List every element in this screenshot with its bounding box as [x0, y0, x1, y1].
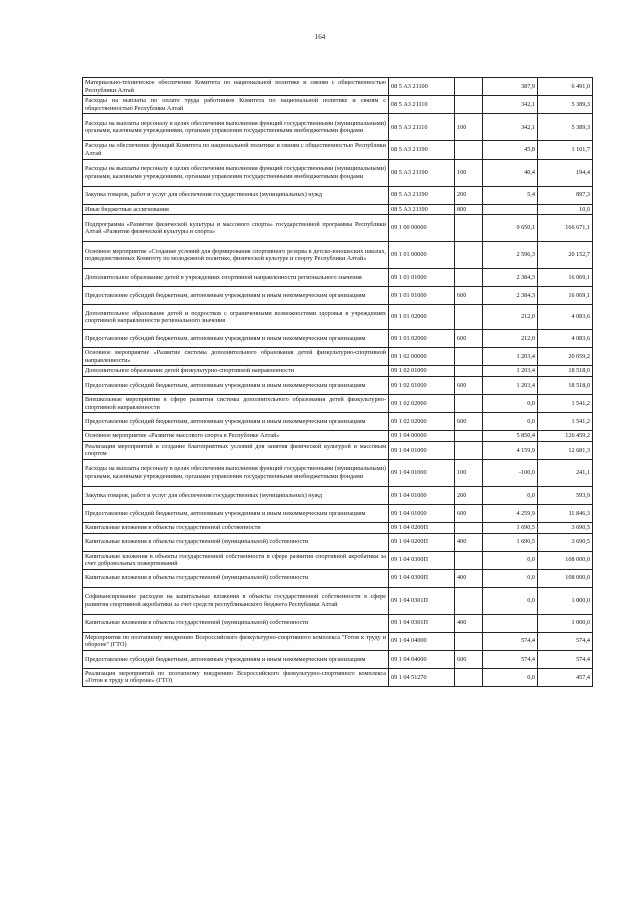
table-row: [83, 668, 593, 686]
table-row: [83, 305, 593, 330]
row-code-cell: 08 5 А3 21110: [389, 114, 455, 141]
row-value-2-cell: 4 083,6: [538, 305, 593, 330]
row-expense-type-cell: [455, 78, 483, 96]
row-code-cell: 09 1 02 01000: [389, 376, 455, 394]
row-value-1-cell: 45,8: [483, 141, 538, 159]
row-code-cell: 09 1 04 01000: [389, 459, 455, 486]
table-row: [83, 215, 593, 242]
row-value-2-cell: 897,3: [538, 186, 593, 204]
row-code-cell: 09 1 01 02000: [389, 330, 455, 348]
row-expense-type-cell: [455, 242, 483, 269]
budget-table: [82, 77, 593, 687]
row-code-cell: 09 1 04 04000: [389, 632, 455, 650]
row-value-2-cell: 593,9: [538, 486, 593, 504]
table-row: [83, 413, 593, 431]
row-expense-type-cell: [455, 632, 483, 650]
row-value-1-cell: 342,1: [483, 114, 538, 141]
row-expense-type-cell: 600: [455, 504, 483, 522]
row-name-cell: Дополнительное образование детей физкультурно-спортивной направленности: [83, 366, 389, 377]
row-code-cell: 09 1 04 00000: [389, 431, 455, 442]
row-value-2-cell: 1 000,0: [538, 614, 593, 632]
table-row: [83, 78, 593, 96]
row-value-1-cell: 0,0: [483, 551, 538, 569]
row-name-cell: Дополнительное образование детей в учреждениях спортивной направленности регионального значения: [83, 269, 389, 287]
row-value-2-cell: 20 059,2: [538, 348, 593, 366]
row-code-cell: 08 5 А3 21190: [389, 186, 455, 204]
row-name-cell: Расходы на выплаты по оплате труда работников Комитета по национальной политике и связям с общественностью Республики Алтай: [83, 96, 389, 114]
row-name-cell: Закупка товаров, работ и услуг для обеспечения государственных (муниципальных) нужд: [83, 486, 389, 504]
row-code-cell: 09 1 01 00000: [389, 242, 455, 269]
row-name-cell: Предоставление субсидий бюджетным, автономным учреждениям и иным некоммерческим организациям: [83, 504, 389, 522]
row-value-1-cell: 9 650,1: [483, 215, 538, 242]
row-expense-type-cell: 600: [455, 650, 483, 668]
row-name-cell: Материально-техническое обеспечение Комитета по национальной политике и связям с общественностью Республики Алтай: [83, 78, 389, 96]
row-code-cell: 09 1 00 00000: [389, 215, 455, 242]
row-value-2-cell: 11 846,3: [538, 504, 593, 522]
row-name-cell: Подпрограмма «Развитие физической культуры и массового спорта» государственной программы Республики Алтай «Развитие физической культуры и спорта»: [83, 215, 389, 242]
row-name-cell: Расходы на выплаты персоналу в целях обеспечения выполнения функций государственными (муниципальными) органами, казенными учреждениями, органами управления государственными внебюджетными фондами: [83, 459, 389, 486]
table-row: [83, 394, 593, 412]
row-name-cell: Основное мероприятие «Развитие системы дополнительного образования детей физкультурно-спортивной направленности»: [83, 348, 389, 366]
row-code-cell: 09 1 04 0301П: [389, 614, 455, 632]
row-name-cell: Иные бюджетные ассигнования: [83, 204, 389, 215]
row-value-2-cell: 16 069,1: [538, 269, 593, 287]
row-value-1-cell: 387,9: [483, 78, 538, 96]
row-expense-type-cell: [455, 431, 483, 442]
row-name-cell: Реализация мероприятий и создание благоприятных условий для занятия физической культурой и массовым спортом: [83, 441, 389, 459]
row-code-cell: 09 1 04 0200П: [389, 522, 455, 533]
row-expense-type-cell: 400: [455, 569, 483, 587]
row-value-2-cell: 108 000,0: [538, 551, 593, 569]
row-name-cell: Закупка товаров, работ и услуг для обеспечения государственных (муниципальных) нужд: [83, 186, 389, 204]
row-code-cell: 09 1 04 01000: [389, 486, 455, 504]
row-value-1-cell: -100,0: [483, 459, 538, 486]
row-code-cell: 09 1 04 01000: [389, 504, 455, 522]
row-name-cell: Капитальные вложения в объекты государственной (муниципальной) собственности: [83, 614, 389, 632]
row-value-2-cell: 126 459,2: [538, 431, 593, 442]
row-name-cell: Софинансирование расходов на капитальные вложения в объекты государственной собственности в сфере развития спортивной акробатики за счет средств республиканского бюджета Республики Алтай: [83, 587, 389, 614]
row-expense-type-cell: [455, 215, 483, 242]
row-value-1-cell: 40,4: [483, 159, 538, 186]
table-row: [83, 96, 593, 114]
row-code-cell: 09 1 01 02000: [389, 305, 455, 330]
row-value-1-cell: [483, 204, 538, 215]
row-expense-type-cell: 400: [455, 533, 483, 551]
row-name-cell: Предоставление субсидий бюджетным, автономным учреждениям и иным некоммерческим организациям: [83, 287, 389, 305]
table-row: [83, 431, 593, 442]
row-name-cell: Капитальные вложения в объекты государственной собственности в сфере развития спортивной акробатики за счет добровольных пожертвований: [83, 551, 389, 569]
table-row: [83, 632, 593, 650]
row-value-1-cell: 0,0: [483, 587, 538, 614]
row-expense-type-cell: [455, 394, 483, 412]
row-value-1-cell: 574,4: [483, 632, 538, 650]
table-row: [83, 522, 593, 533]
row-value-2-cell: 5 389,3: [538, 114, 593, 141]
row-name-cell: Основное мероприятие «Развитие массового спорта в Республике Алтай»: [83, 431, 389, 442]
row-value-1-cell: 212,0: [483, 330, 538, 348]
row-value-2-cell: 1 101,7: [538, 141, 593, 159]
row-expense-type-cell: 400: [455, 614, 483, 632]
table-row: [83, 587, 593, 614]
row-expense-type-cell: [455, 522, 483, 533]
row-name-cell: Капитальные вложения в объекты государственной (муниципальной) собственности: [83, 533, 389, 551]
table-row: [83, 204, 593, 215]
row-value-1-cell: 0,0: [483, 569, 538, 587]
row-expense-type-cell: [455, 269, 483, 287]
row-name-cell: Расходы на обеспечение функций Комитета по национальной политике и связям с общественностью Республики Алтай: [83, 141, 389, 159]
row-expense-type-cell: [455, 366, 483, 377]
row-value-2-cell: 457,4: [538, 668, 593, 686]
row-expense-type-cell: [455, 96, 483, 114]
row-expense-type-cell: [455, 441, 483, 459]
table-row: [83, 533, 593, 551]
row-name-cell: Основное мероприятие «Создание условий для формирования спортивного резерва в детско-юношеских школах, подведомственных Комитету по молодежной политике, физической культуре и спорту Республики Алтай»: [83, 242, 389, 269]
row-expense-type-cell: 600: [455, 376, 483, 394]
row-code-cell: 09 1 04 0200П: [389, 533, 455, 551]
row-expense-type-cell: 200: [455, 186, 483, 204]
row-value-1-cell: 0,0: [483, 394, 538, 412]
page-number: 164: [314, 33, 326, 41]
row-value-1-cell: 1 203,4: [483, 366, 538, 377]
row-expense-type-cell: 100: [455, 159, 483, 186]
row-code-cell: 09 1 04 51270: [389, 668, 455, 686]
row-value-2-cell: 166 671,1: [538, 215, 593, 242]
row-value-2-cell: 18 518,0: [538, 366, 593, 377]
table-row: [83, 269, 593, 287]
row-code-cell: 09 1 02 01000: [389, 366, 455, 377]
row-value-2-cell: 12 681,3: [538, 441, 593, 459]
row-expense-type-cell: [455, 551, 483, 569]
row-value-2-cell: 6 491,0: [538, 78, 593, 96]
row-value-1-cell: [483, 614, 538, 632]
row-value-1-cell: 2 596,3: [483, 242, 538, 269]
table-row: [83, 459, 593, 486]
row-value-1-cell: 1 690,5: [483, 533, 538, 551]
row-code-cell: 08 5 А3 21100: [389, 78, 455, 96]
row-expense-type-cell: [455, 141, 483, 159]
row-value-1-cell: 0,0: [483, 486, 538, 504]
table-row: [83, 114, 593, 141]
row-expense-type-cell: 100: [455, 114, 483, 141]
row-code-cell: 09 1 02 00000: [389, 348, 455, 366]
table-row: [83, 287, 593, 305]
row-value-1-cell: 212,0: [483, 305, 538, 330]
row-value-1-cell: 0,0: [483, 413, 538, 431]
row-name-cell: Предоставление субсидий бюджетным, автономным учреждениям и иным некоммерческим организациям: [83, 650, 389, 668]
row-value-1-cell: 2 384,3: [483, 287, 538, 305]
row-expense-type-cell: [455, 348, 483, 366]
row-value-2-cell: 1 000,0: [538, 587, 593, 614]
row-value-1-cell: 0,0: [483, 668, 538, 686]
table-row: [83, 242, 593, 269]
row-value-2-cell: 574,4: [538, 632, 593, 650]
row-name-cell: Капитальные вложения в объекты государственной собственности: [83, 522, 389, 533]
table-row: [83, 441, 593, 459]
row-name-cell: Предоставление субсидий бюджетным, автономным учреждениям и иным некоммерческим организациям: [83, 413, 389, 431]
row-name-cell: Расходы на выплаты персоналу в целях обеспечения выполнения функций государственными (муниципальными) органами, казенными учреждениями, органами управления государственными внебюджетными фондами: [83, 159, 389, 186]
row-name-cell: Предоставление субсидий бюджетным, автономным учреждениям и иным некоммерческим организациям: [83, 376, 389, 394]
row-value-2-cell: 3 690,5: [538, 533, 593, 551]
row-value-2-cell: 4 083,6: [538, 330, 593, 348]
row-expense-type-cell: 800: [455, 204, 483, 215]
row-value-2-cell: 3 690,5: [538, 522, 593, 533]
row-value-2-cell: 18 518,0: [538, 376, 593, 394]
row-value-2-cell: 1 541,2: [538, 413, 593, 431]
row-value-1-cell: 4 159,9: [483, 441, 538, 459]
table-row: [83, 650, 593, 668]
row-value-2-cell: 194,4: [538, 159, 593, 186]
table-row: [83, 569, 593, 587]
row-name-cell: Расходы на выплаты персоналу в целях обеспечения выполнения функций государственными (муниципальными) органами, казенными учреждениями, органами управления государственными внебюджетными фондами: [83, 114, 389, 141]
row-expense-type-cell: 600: [455, 287, 483, 305]
row-value-2-cell: 1 541,2: [538, 394, 593, 412]
row-value-2-cell: 241,1: [538, 459, 593, 486]
row-code-cell: 09 1 02 02000: [389, 413, 455, 431]
row-code-cell: 09 1 04 04000: [389, 650, 455, 668]
row-expense-type-cell: 600: [455, 330, 483, 348]
row-expense-type-cell: [455, 587, 483, 614]
row-value-1-cell: 5,4: [483, 186, 538, 204]
row-expense-type-cell: 200: [455, 486, 483, 504]
row-value-1-cell: 2 384,3: [483, 269, 538, 287]
table-row: [83, 486, 593, 504]
row-code-cell: 08 5 А3 21190: [389, 159, 455, 186]
table-row: [83, 614, 593, 632]
row-value-2-cell: 574,4: [538, 650, 593, 668]
row-expense-type-cell: 100: [455, 459, 483, 486]
row-code-cell: 09 1 04 0300П: [389, 569, 455, 587]
row-expense-type-cell: [455, 668, 483, 686]
table-row: [83, 376, 593, 394]
table-row: [83, 504, 593, 522]
row-code-cell: 08 5 А3 21190: [389, 204, 455, 215]
row-expense-type-cell: 600: [455, 413, 483, 431]
table-row: [83, 186, 593, 204]
row-value-1-cell: 5 850,4: [483, 431, 538, 442]
row-value-1-cell: 342,1: [483, 96, 538, 114]
row-code-cell: 08 5 А3 21190: [389, 141, 455, 159]
row-value-1-cell: 574,4: [483, 650, 538, 668]
row-name-cell: Внешкольные мероприятия в сфере развития системы дополнительного образования детей физкультурно-спортивной направленности: [83, 394, 389, 412]
row-code-cell: 09 1 04 0301П: [389, 587, 455, 614]
row-code-cell: 09 1 04 01000: [389, 441, 455, 459]
table-row: [83, 330, 593, 348]
row-code-cell: 08 5 А3 21110: [389, 96, 455, 114]
row-code-cell: 09 1 04 0300П: [389, 551, 455, 569]
row-expense-type-cell: [455, 305, 483, 330]
row-name-cell: Капитальные вложения в объекты государственной (муниципальной) собственности: [83, 569, 389, 587]
row-value-1-cell: 4 259,9: [483, 504, 538, 522]
row-value-2-cell: 10,0: [538, 204, 593, 215]
row-name-cell: Дополнительное образование детей и подростков с ограниченными возможностями здоровья в учреждениях спортивной направленности регионального значения: [83, 305, 389, 330]
table-row: [83, 141, 593, 159]
budget-table-body: [83, 78, 593, 687]
row-value-2-cell: 5 389,3: [538, 96, 593, 114]
row-name-cell: Реализация мероприятий по поэтапному внедрению Всероссийского физкультурно-спортивного комплекса «Готов к труду и обороне» (ГТО): [83, 668, 389, 686]
row-name-cell: Предоставление субсидий бюджетным, автономным учреждениям и иным некоммерческим организациям: [83, 330, 389, 348]
table-row: [83, 159, 593, 186]
row-code-cell: 09 1 01 01000: [389, 269, 455, 287]
row-code-cell: 09 1 02 02000: [389, 394, 455, 412]
row-value-1-cell: 1 203,4: [483, 376, 538, 394]
row-value-1-cell: 1 203,4: [483, 348, 538, 366]
table-row: [83, 366, 593, 377]
table-row: [83, 348, 593, 366]
row-value-2-cell: 108 000,0: [538, 569, 593, 587]
table-row: [83, 551, 593, 569]
row-name-cell: Мероприятия по поэтапному внедрению Всероссийского физкультурно-спортивного комплекса "Готов к труду и обороне" (ГТО): [83, 632, 389, 650]
row-code-cell: 09 1 01 01000: [389, 287, 455, 305]
row-value-1-cell: 1 690,5: [483, 522, 538, 533]
row-value-2-cell: 20 152,7: [538, 242, 593, 269]
row-value-2-cell: 16 069,1: [538, 287, 593, 305]
